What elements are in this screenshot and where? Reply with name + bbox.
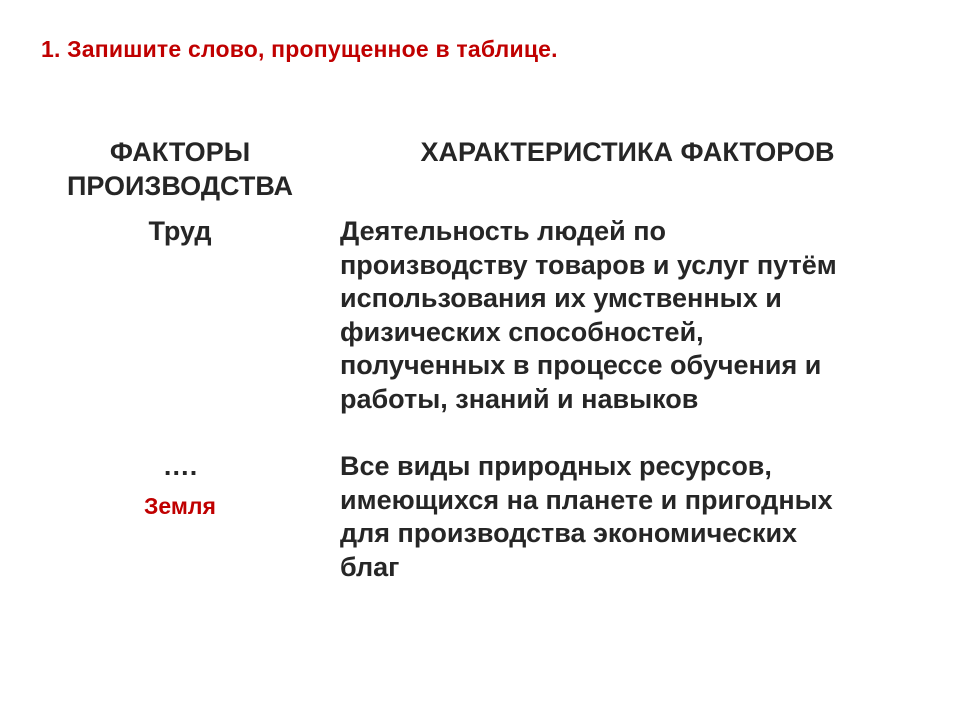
description-line: использования их умственных и: [340, 283, 782, 313]
missing-word-placeholder: ….: [162, 451, 198, 481]
description-line: Все виды природных ресурсов,: [340, 451, 772, 481]
description-line: имеющихся на планете и пригодных: [340, 484, 833, 515]
description-line: физических способностей,: [340, 316, 704, 347]
header-factors: [30, 132, 330, 211]
description-line: благ: [340, 551, 400, 582]
description-cell-labor: [330, 211, 925, 450]
header-factors-line1: ФАКТОРЫ: [109, 137, 251, 167]
table-header-row: [30, 132, 925, 211]
factors-table: [30, 132, 925, 584]
factor-cell-labor: Труд: [148, 216, 212, 246]
description-cell-land: [330, 450, 925, 584]
description-line: для производства экономических: [340, 518, 798, 548]
description-line: производству товаров и услуг путём: [340, 249, 837, 280]
description-line: полученных в процессе обучения и: [340, 350, 822, 380]
header-characteristics: ХАРАКТЕРИСТИКА ФАКТОРОВ: [420, 137, 835, 167]
description-line: Деятельность людей по: [340, 216, 667, 246]
table-row: [30, 450, 925, 584]
task-title: 1. Запишите слово, пропущенное в таблице.: [41, 36, 558, 62]
answer-text: Земля: [144, 492, 216, 519]
description-line: работы, знаний и навыков: [340, 383, 699, 414]
table-row: [30, 211, 925, 450]
factor-cell-missing: [30, 450, 330, 584]
header-factors-line2: ПРОИЗВОДСТВА: [66, 170, 294, 201]
